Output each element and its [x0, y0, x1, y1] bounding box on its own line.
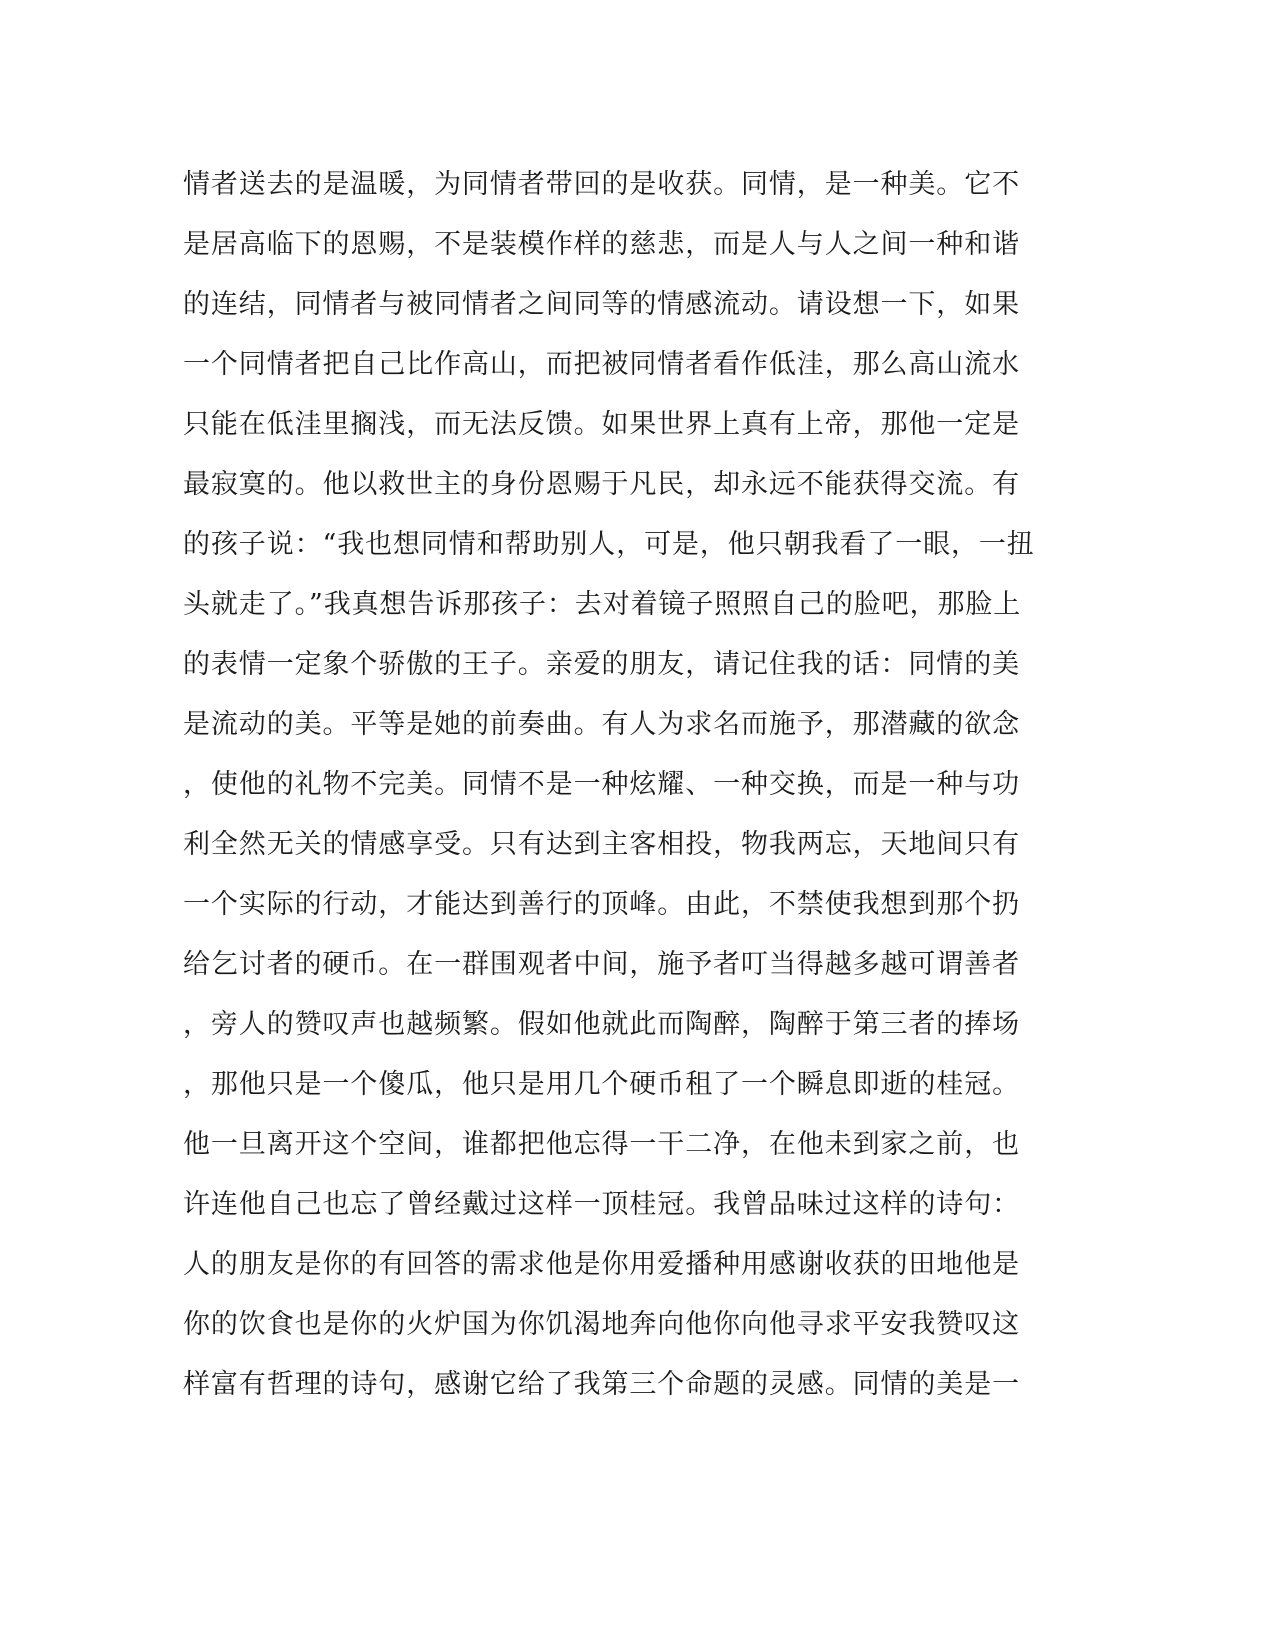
text-line: 样富有哲理的诗句，感谢它给了我第三个命题的灵感。同情的美是一 [183, 1369, 1020, 1400]
text-line: 人的朋友是你的有回答的需求他是你用爱播种用感谢收获的田地他是 [183, 1249, 1020, 1280]
text-line: 一个实际的行动，才能达到善行的顶峰。由此，不禁使我想到那个扔 [183, 889, 1020, 920]
text-line: ，旁人的赞叹声也越频繁。假如他就此而陶醉，陶醉于第三者的捧场 [183, 1009, 1020, 1040]
body-text [183, 155, 1043, 1415]
text-line: 情者送去的是温暖，为同情者带回的是收获。同情，是一种美。它不 [183, 169, 1020, 200]
text-line: 是居高临下的恩赐，不是装模作样的慈悲，而是人与人之间一种和谐 [183, 229, 1020, 260]
text-line: 他一旦离开这个空间，谁都把他忘得一干二净，在他未到家之前，也 [183, 1129, 1020, 1160]
text-line: ，那他只是一个傻瓜，他只是用几个硬币租了一个瞬息即逝的桂冠。 [183, 1069, 1020, 1100]
text-line: 利全然无关的情感享受。只有达到主客相投，物我两忘，天地间只有 [183, 829, 1020, 860]
text-line: 只能在低洼里搁浅，而无法反馈。如果世界上真有上帝，那他一定是 [183, 409, 1020, 440]
text-line: 给乞讨者的硬币。在一群围观者中间，施予者叮当得越多越可谓善者 [183, 949, 1020, 980]
text-line: 最寂寞的。他以救世主的身份恩赐于凡民，却永远不能获得交流。有 [183, 469, 1020, 500]
text-line: ，使他的礼物不完美。同情不是一种炫耀、一种交换，而是一种与功 [183, 769, 1020, 800]
text-line: 你的饮食也是你的火炉国为你饥渴地奔向他你向他寻求平安我赞叹这 [183, 1309, 1020, 1340]
text-line: 是流动的美。平等是她的前奏曲。有人为求名而施予，那潜藏的欲念 [183, 709, 1020, 740]
text-line: 的孩子说：“我也想同情和帮助别人，可是，他只朝我看了一眼，一扭 [183, 529, 1035, 560]
text-line: 许连他自己也忘了曾经戴过这样一顶桂冠。我曾品味过这样的诗句： [183, 1189, 1020, 1220]
text-line: 的连结，同情者与被同情者之间同等的情感流动。请设想一下，如果 [183, 289, 1020, 320]
text-line: 头就走了。”我真想告诉那孩子：去对着镜子照照自己的脸吧，那脸上 [183, 589, 1022, 620]
text-line: 一个同情者把自己比作高山，而把被同情者看作低洼，那么高山流水 [183, 349, 1020, 380]
text-line: 的表情一定象个骄傲的王子。亲爱的朋友，请记住我的话：同情的美 [183, 649, 1020, 680]
